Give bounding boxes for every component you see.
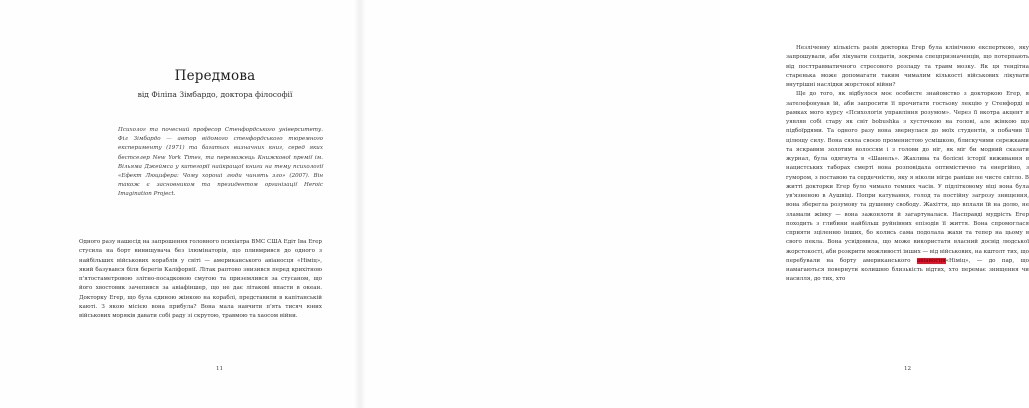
paragraph: Незліченну кількість разів докторка Егер була клінічною експерткою, яку запрошували, аби лікувати солдатів, зокрема спецпризначенців, що потерпають від посттравматичного стресового розладу та травм мозку. Як ця тендітна старенька може допомагати таким чималим кількості військових лікувати внутрішні наслідки жорстокої війни? <box>786 45 1029 88</box>
left-page <box>0 0 360 408</box>
body-text-right <box>786 44 1029 285</box>
right-page <box>360 0 1029 408</box>
page-number-left: 11 <box>216 366 224 372</box>
paragraph-text: «Німіц», — до пар, що намагаються повернути колишню близькість відтих, хто перемає знищення чи насилля, до тих, хто <box>786 257 1029 283</box>
epigraph: Психолог та почесний професор Стенфордського університету. Філ Зімбардо — автор відомого стенфордського тюремного експерименту (1971) та багатьох визначних книг, серед яких бестселер New York Times, та переможець Книжкової премії ім. Вільяма Джеймса у категорії найкращої книги на тему психології «Ефект Люцифера: Чому хороші люди чинять зло» (2007). Він також є засновником та президентом організації Heroic Imagination Project. <box>118 127 323 198</box>
chapter-title: Передмова <box>174 68 256 84</box>
page-number-right: 12 <box>904 366 912 372</box>
paragraph <box>786 90 1029 284</box>
chapter-subtitle: від Філіпа Зімбардо, доктора філософії <box>137 90 293 99</box>
paragraph-text: Ще до того, як відбулося моє особисте знайомство з докторкою Егер, я зателефонував їй, аби запросити її прочитати гостьову лекцію у Стенфорді в рамках мого курсу «Психологія управління розумом». Через її вкотра акцент я уявляв собі стару як світ bobushka з хусточкою на голові, але жінкою що підбоїрдями. Та одного разу вона звернулася до моїх студентів, я побачив її цілющу силу. Вона сяяла своєю променистою усмішкою, блискучими сережками та яскравим золотим волоссям і з голови до ніг, як міг би модний сказати журнал, була одягнута в «Шанель». Жахлива та болісні історії виживання в нацистських таборах смерті вона розповідала оптимістично та енергійно, з гумором, з поставою та сердечністю, яку я ніколи нігде раніше не чисте світло. В житті докторки Егер було чимало темних часів. У підлітковому віці вона була ув'язненою в Аушвіці. Попри катування, голод та постійну загрозу знищення, вона зберегла розумову та душевну свободу. Жахіття, що вплали їй на долю, не зламали жінку — вона зажонлоти й загартувалася. Насправді мудрість Егер походить з глибини найбільш руйнівних епізодів її життя. Вона спромоглася сприяти зціленню інших, бо колись сама подолала жахи та тепер на цьому в свого пекла. Вона усвідомила, що може використати власний досвід людської жорстокості, аби розкрити можливості інших — від військових, на кштолт тих, що перебували на борту американського <box>786 91 1029 264</box>
highlighted-word[interactable]: авіаносця <box>916 257 946 264</box>
body-text-left: Одного разу нашесід на запрошення головного психіатра ВМС США Едіт Іва Егер стусила на борт винищувача без ілюмінаторів, що пливмрився до одного з найбільших військових кораблів у світі — американського авіаносця «Німіц», який базувався біля берегів Каліфорнії. Літак раптово знизився перед крихітною п'ятостаметровою злітно-посадковою смугою та приземлився за стусаном, що його хвостовик зачепився за авіафіншер, що не дає літакові впасти в океан. Докторку Егер, що була єдиною жінкою на кораблі, представили в капітанській каюті. З якою місією вона прибула? Вона мала навчити п'ять тисяч юних військових моряків давати собі раду зі скрутою, травмою та хаосом війни. <box>79 239 322 319</box>
